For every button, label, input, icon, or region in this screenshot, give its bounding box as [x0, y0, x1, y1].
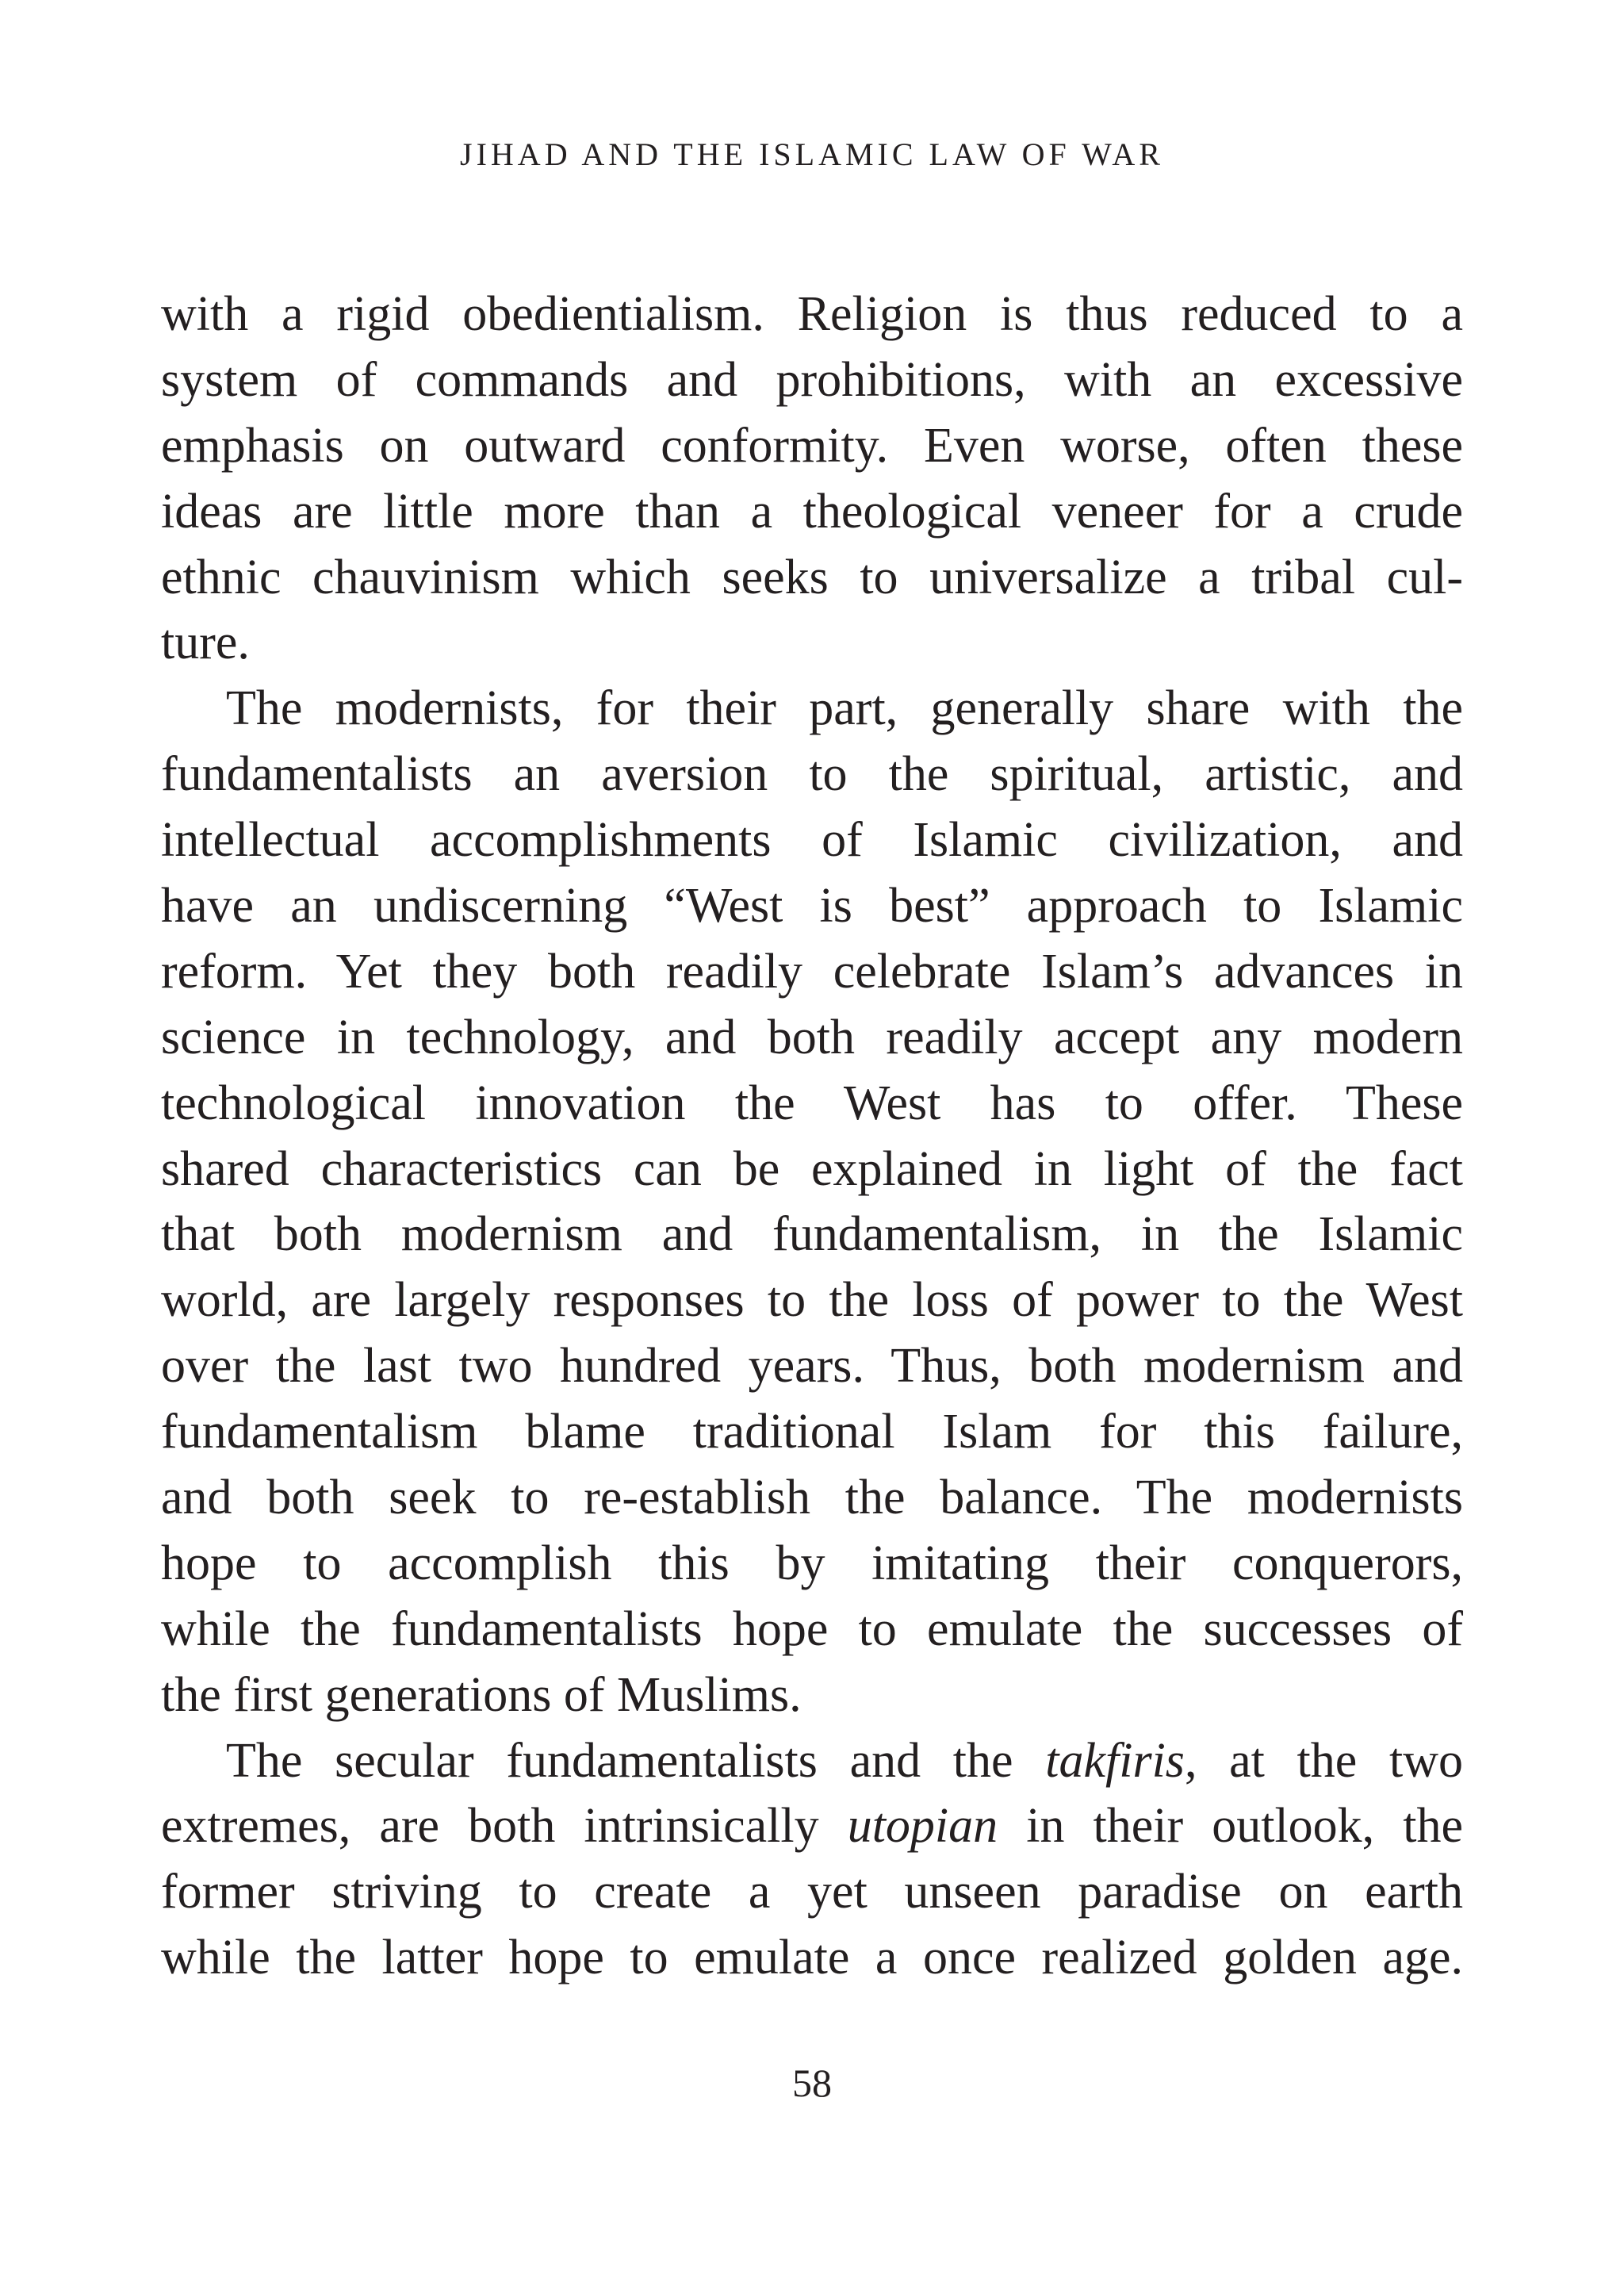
italic-term-utopian: utopian — [847, 1799, 998, 1854]
text-line: over the last two hundred years. Thus, both modernism and — [161, 1339, 1463, 1394]
text-line: shared characteristics can be explained in light of the fact — [161, 1141, 1463, 1196]
text-run: extremes, are both intrinsically — [161, 1799, 848, 1854]
text-run: , at the two — [1184, 1733, 1463, 1788]
text-line: reform. Yet they both readily celebrate Islam’s advances in — [161, 944, 1463, 999]
running-head: JIHAD AND THE ISLAMIC LAW OF WAR — [460, 136, 1164, 172]
paragraph-1 — [161, 282, 1463, 676]
body-text — [161, 282, 1463, 1991]
text-line: and both seek to re-establish the balance. The modernists — [161, 1471, 1463, 1525]
text-line: science in technology, and both readily accept any modern — [161, 1010, 1463, 1064]
text-line: fundamentalism blame traditional Islam for this failure, — [161, 1405, 1463, 1459]
text-line: ethnic chauvinism which seeks to universalize a tribal cul- — [161, 550, 1463, 604]
text-line: technological innovation the West has to offer. These — [161, 1076, 1463, 1130]
text-line: ture. — [161, 615, 250, 670]
text-line: ideas are little more than a theological veneer for a crude — [161, 484, 1463, 539]
text-line: fundamentalists an aversion to the spiritual, artistic, and — [161, 747, 1463, 802]
page-number: 58 — [792, 2061, 832, 2105]
paragraph-3 — [161, 1728, 1463, 1992]
text-line: while the fundamentalists hope to emulate the successes of — [161, 1601, 1463, 1656]
text-run: in their outlook, the — [998, 1799, 1463, 1854]
text-line: hope to accomplish this by imitating their conquerors, — [161, 1536, 1463, 1590]
text-line: system of commands and prohibitions, with an excessive — [161, 352, 1463, 407]
text-line: with a rigid obedientialism. Religion is thus reduced to a — [161, 287, 1463, 341]
text-line: emphasis on outward conformity. Even worse, often these — [161, 418, 1463, 473]
text-line: world, are largely responses to the loss of power to the West — [161, 1273, 1463, 1328]
text-line: intellectual accomplishments of Islamic civilization, and — [161, 813, 1463, 868]
text-line: the first generations of Muslims. — [161, 1667, 802, 1722]
text-line: The modernists, for their part, generally share with the — [226, 681, 1463, 736]
text-line: have an undiscerning “West is best” approach to Islamic — [161, 879, 1463, 934]
text-line — [161, 1793, 1463, 1859]
text-line — [161, 1728, 1463, 1794]
italic-term-takfiris: takfiris — [1045, 1733, 1185, 1788]
text-line: former striving to create a yet unseen paradise on earth — [161, 1865, 1463, 1919]
paragraph-2 — [161, 676, 1463, 1728]
text-line: while the latter hope to emulate a once realized golden age. — [161, 1931, 1463, 1985]
text-run: The secular fundamentalists and the — [226, 1733, 1046, 1788]
text-line: that both modernism and fundamentalism, in the Islamic — [161, 1207, 1463, 1262]
